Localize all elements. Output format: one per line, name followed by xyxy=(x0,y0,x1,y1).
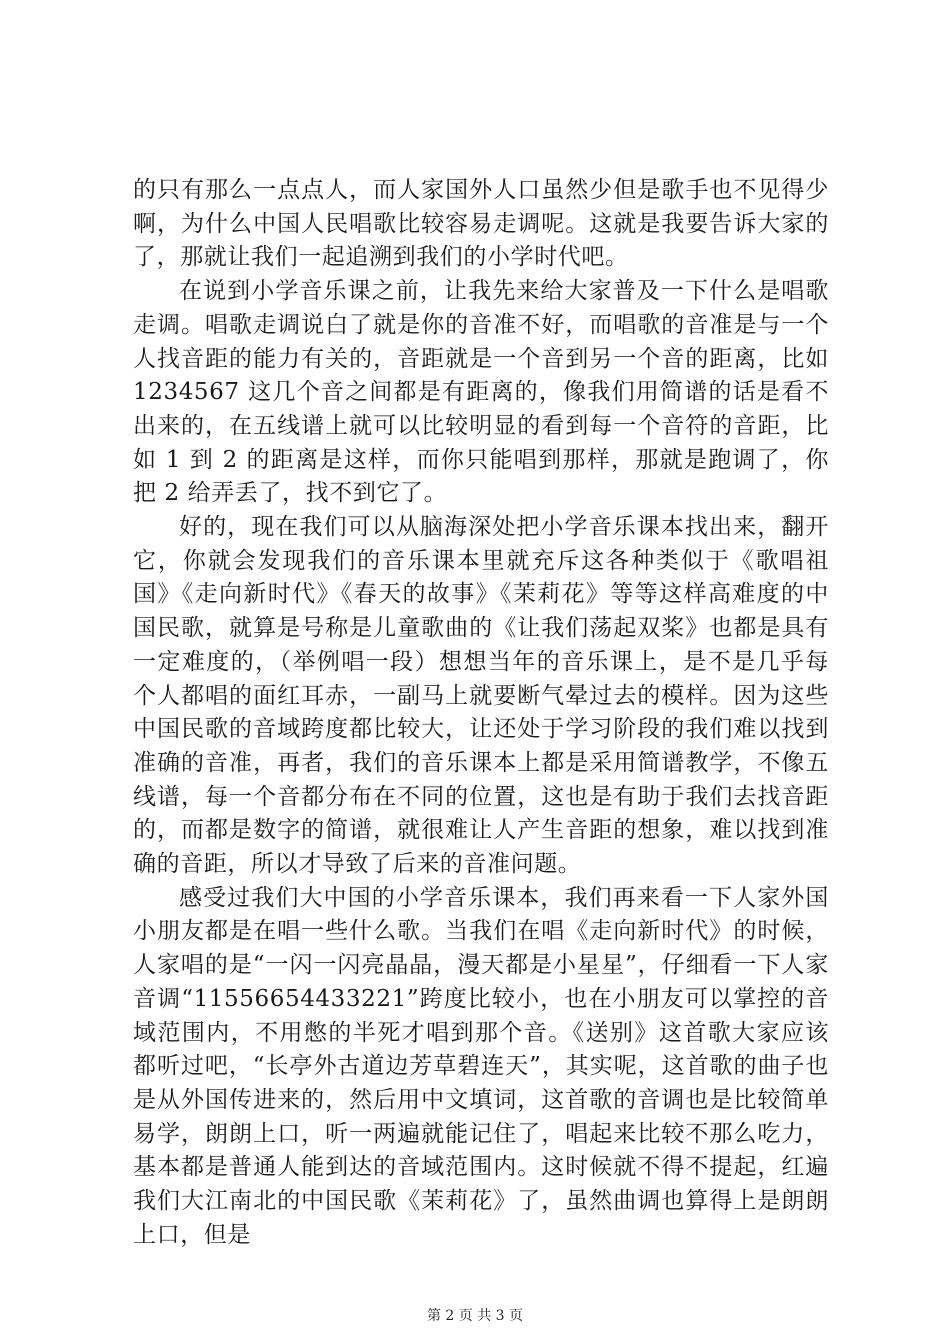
paragraph-1: 的只有那么一点点人，而人家国外人口虽然少但是歌手也不见得少啊，为什么中国人民唱歌比较容易走调呢。这就是我要告诉大家的了，那就让我们一起追溯到我们的小学时代吧。 xyxy=(133,177,829,271)
paragraph-4: 感受过我们大中国的小学音乐课本，我们再来看一下人家外国小朋友都是在唱一些什么歌。当我们在唱《走向新时代》的时候，人家唱的是“一闪一闪亮晶晶，漫天都是小星星”，仔细看一下人家音调“11556654433221”跨度比较小，也在小朋友可以掌控的音域范围内，不用憋的半死才唱到那个音。《送别》这首歌大家应该都听过吧，“长亭外古道边芳草碧连天”，其实呢，这首歌的曲子也是从外国传进来的，然后用中文填词，这首歌的音调也是比较简单易学，朗朗上口，听一两遍就能记住了，唱起来比较不那么吃力，基本都是普通人能到达的音域范围内。这时候就不得不提起，红遍我们大江南北的中国民歌《茉莉花》了，虽然曲调也算得上是朗朗上口，但是 xyxy=(133,884,829,1248)
paragraph-3: 好的，现在我们可以从脑海深处把小学音乐课本找出来，翻开它，你就会发现我们的音乐课本里就充斥这各种类似于《歌唱祖国》《走向新时代》《春天的故事》《茉莉花》等等这样高难度的中国民歌，就算是号称是儿童歌曲的《让我们荡起双桨》也都是具有一定难度的，（举例唱一段）想想当年的音乐课上，是不是几乎每个人都唱的面红耳赤，一副马上就要断气晕过去的模样。因为这些中国民歌的音域跨度都比较大，让还处于学习阶段的我们难以找到准确的音准，再者，我们的音乐课本上都是采用简谱教学，不像五线谱，每一个音都分布在不同的位置，这也是有助于我们去找音距的，而都是数字的简谱，就很难让人产生音距的想象，难以找到准确的音距，所以才导致了后来的音准问题。 xyxy=(133,514,829,878)
body-text xyxy=(133,174,829,1253)
page-number-footer: 第 2 页 共 3 页 xyxy=(426,1308,524,1324)
paragraph-2: 在说到小学音乐课之前，让我先来给大家普及一下什么是唱歌走调。唱歌走调说白了就是你的音准不好，而唱歌的音准是与一个人找音距的能力有关的，音距就是一个音到另一个音的距离，比如 1234567 这几个音之间都是有距离的，像我们用简谱的话是看不出来的，在五线谱上就可以比较明显的看到每一个音符的音距，比如 1 到 2 的距离是这样，而你只能唱到那样，那就是跑调了，你把 2 给弄丢了，找不到它了。 xyxy=(133,278,829,507)
